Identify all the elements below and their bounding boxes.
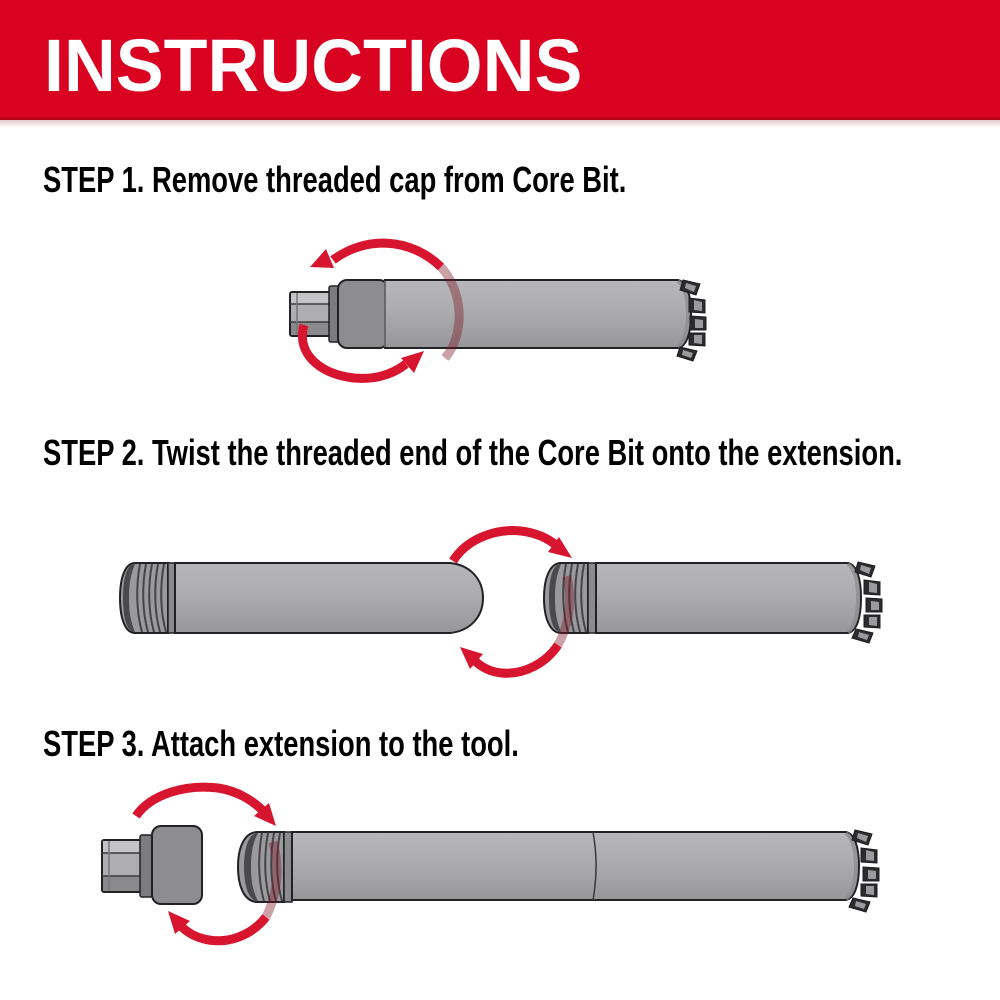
extension-core-bit-graphic <box>238 830 879 912</box>
core-bit-graphic <box>290 280 706 361</box>
step-1-label: STEP 1. Remove threaded cap from Core Bit. <box>43 159 627 200</box>
step-2-label: STEP 2. Twist the threaded end of the Core Bit onto the extension. <box>43 432 903 473</box>
header-banner <box>0 0 1000 120</box>
core-bit-graphic <box>544 562 882 643</box>
extension-body <box>175 563 483 633</box>
threaded-cap-graphic <box>290 286 340 342</box>
step-2-illustration <box>80 500 980 690</box>
banner-shadow <box>0 120 1000 128</box>
core-bit-barrel <box>385 280 691 348</box>
core-bit-barrel <box>596 563 861 633</box>
step-3-label: STEP 3. Attach extension to the tool. <box>43 723 519 764</box>
step-3-illustration <box>80 780 980 980</box>
step-1-illustration <box>270 230 730 400</box>
adapter-body <box>152 826 202 904</box>
page-title: INSTRUCTIONS <box>44 24 583 107</box>
adapter-graphic <box>102 826 202 904</box>
cap-hub <box>338 280 388 348</box>
barrel-body <box>292 832 859 900</box>
extension-graphic <box>120 563 483 633</box>
